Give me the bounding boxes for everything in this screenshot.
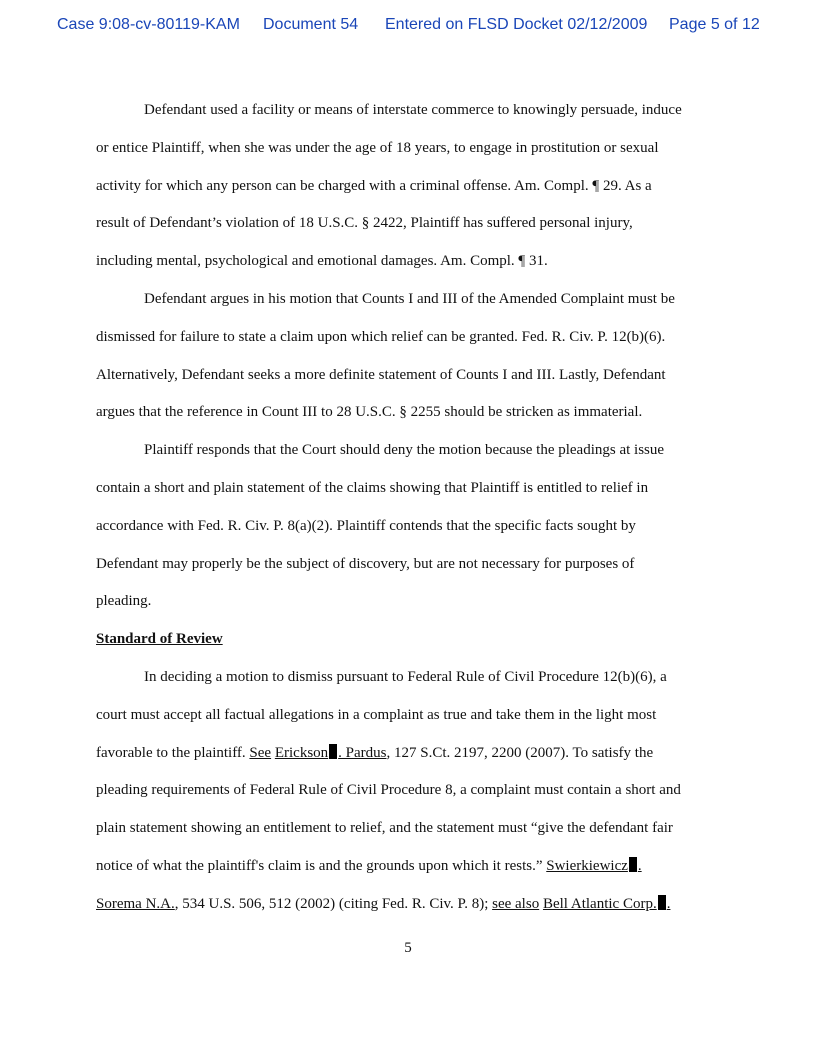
text-line: Defendant argues in his motion that Counts I and III of the Amended Complaint must be <box>144 290 675 307</box>
text-line: activity for which any person can be charged with a criminal offense. Am. Compl. ¶ 29. As a <box>96 177 652 194</box>
document-number: Document 54 <box>263 16 359 33</box>
case-name-part: Swierkiewicz <box>546 857 628 874</box>
text-line <box>96 848 726 886</box>
text-run: , 534 U.S. 506, 512 (2002) (citing Fed. R. Civ. P. 8); <box>174 895 493 912</box>
docket-header <box>0 16 816 38</box>
citation-signal: See <box>249 744 272 761</box>
text-line: or entice Plaintiff, when she was under the age of 18 years, to engage in prostitution or sexual <box>96 139 659 156</box>
text-line <box>96 886 726 924</box>
case-citation <box>275 745 387 761</box>
text-line: contain a short and plain statement of the claims showing that Plaintiff is entitled to relief in <box>96 479 649 496</box>
text-line: court must accept all factual allegations in a complaint as true and take them in the light most <box>96 706 657 723</box>
text-line: dismissed for failure to state a claim upon which relief can be granted. Fed. R. Civ. P. 12(b)(6). <box>96 328 666 345</box>
page-number: 5 <box>404 940 412 956</box>
case-citation <box>546 858 641 874</box>
case-name-part: . <box>637 857 642 874</box>
text-line: pleading requirements of Federal Rule of Civil Procedure 8, a complaint must contain a short and <box>96 782 681 799</box>
text-line: argues that the reference in Count III to 28 U.S.C. § 2255 should be stricken as immaterial. <box>96 404 643 421</box>
case-number: Case 9:08-cv-80119-KAM <box>57 16 240 33</box>
case-citation: Sorema N.A. <box>96 895 175 912</box>
case-name-part: . <box>666 895 671 912</box>
text-line: accordance with Fed. R. Civ. P. 8(a)(2). Plaintiff contends that the specific facts sought by <box>96 517 636 534</box>
redaction-mark <box>629 857 637 872</box>
text-line: plain statement showing an entitlement to relief, and the statement must “give the defendant fair <box>96 820 673 837</box>
text-run: favorable to the plaintiff. <box>96 744 250 761</box>
case-name-part: . Pardus <box>338 744 387 761</box>
text-run: notice of what the plaintiff's claim is and the grounds upon which it rests.” <box>96 857 547 874</box>
text-run: , 127 S.Ct. 2197, 2200 (2007). To satisfy the <box>386 744 654 761</box>
text-line: including mental, psychological and emotional damages. Am. Compl. ¶ 31. <box>96 253 548 270</box>
case-name-part: Bell Atlantic Corp. <box>542 895 657 912</box>
docket-entry-date: Entered on FLSD Docket 02/12/2009 <box>385 16 648 33</box>
text-line: Defendant used a facility or means of interstate commerce to knowingly persuade, induce <box>144 102 682 118</box>
citation-signal: see also <box>492 895 540 912</box>
text-line: result of Defendant’s violation of 18 U.S.C. § 2422, Plaintiff has suffered personal injury, <box>96 215 633 232</box>
page-of-total: Page 5 of 12 <box>669 16 760 33</box>
text-line: Defendant may properly be the subject of discovery, but are not necessary for purposes of <box>96 555 635 572</box>
text-line: Plaintiff responds that the Court should deny the motion because the pleadings at issue <box>144 442 665 459</box>
section-heading: Standard of Review <box>96 631 223 648</box>
redaction-mark <box>658 895 666 910</box>
document-body <box>96 92 726 924</box>
text-line: pleading. <box>96 593 152 610</box>
text-line: In deciding a motion to dismiss pursuant to Federal Rule of Civil Procedure 12(b)(6), a <box>144 668 667 685</box>
text-line: Alternatively, Defendant seeks a more definite statement of Counts I and III. Lastly, Defendant <box>96 366 666 383</box>
text-line <box>96 735 726 773</box>
case-name-part: Erickson <box>274 744 329 761</box>
redaction-mark <box>329 744 337 759</box>
case-citation <box>543 896 671 912</box>
